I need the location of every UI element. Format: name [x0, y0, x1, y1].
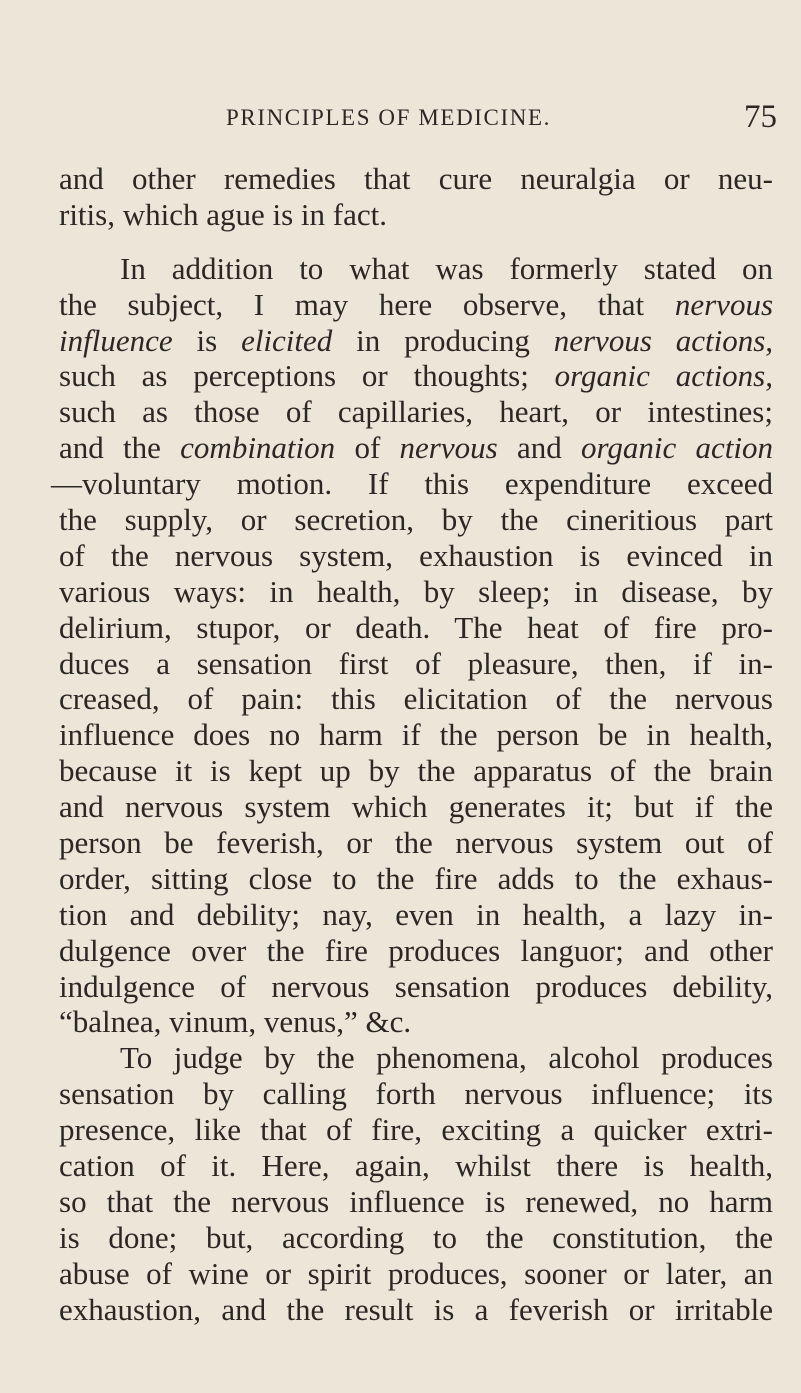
text-line: To judge by the phenomena, alcohol produces — [120, 1040, 773, 1076]
italic-run: influence — [59, 322, 173, 358]
text-line: In addition to what was formerly stated on — [120, 250, 773, 286]
text-line: “balnea, vinum, venus,” &c. — [59, 1004, 412, 1040]
text-run: in producing — [356, 322, 530, 358]
text-line: of the nervous system, exhaustion is evinced in — [59, 537, 773, 573]
italic-run: nervous actions, — [553, 322, 774, 358]
text-line: cation of it. Here, again, whilst there is health, — [59, 1148, 773, 1184]
text-line — [59, 358, 773, 394]
text-line: because it is kept up by the apparatus of the brain — [59, 753, 773, 789]
text-run: and — [516, 430, 562, 466]
text-line: presence, like that of fire, exciting a quicker extri- — [59, 1112, 773, 1148]
running-title: PRINCIPLES OF MEDICINE. — [226, 105, 551, 130]
text-line: order, sitting close to the fire adds to the exhaus- — [59, 860, 773, 896]
italic-run: nervous — [674, 286, 774, 322]
text-run: is — [196, 322, 218, 358]
page-number: 75 — [744, 99, 777, 135]
body-text — [51, 161, 774, 1328]
text-line: sensation by calling forth nervous influence; its — [59, 1076, 773, 1112]
text-line: influence does no harm if the person be in health, — [59, 717, 773, 753]
text-line: such as those of capillaries, heart, or intestines; — [59, 394, 773, 430]
text-line: duces a sensation first of pleasure, then, if in- — [59, 645, 773, 681]
text-run: such as perceptions or thoughts; — [59, 358, 529, 394]
text-line — [59, 430, 773, 466]
running-head — [0, 99, 801, 137]
text-line: abuse of wine or spirit produces, sooner or later, an — [59, 1255, 773, 1291]
italic-run: organic action — [580, 430, 774, 466]
italic-run: combination — [180, 430, 336, 466]
text-line — [59, 323, 773, 359]
text-line — [59, 287, 773, 323]
italic-run: nervous — [399, 430, 498, 466]
text-line: —voluntary motion. If this expenditure exceed — [51, 466, 773, 502]
text-run: and the — [59, 430, 161, 466]
text-line: delirium, stupor, or death. The heat of fire pro- — [59, 609, 773, 645]
text-line: ritis, which ague is in fact. — [59, 196, 387, 232]
text-line: the supply, or secretion, by the cineritious part — [59, 502, 773, 538]
text-line: creased, of pain: this elicitation of the nervous — [59, 681, 773, 717]
text-line: tion and debility; nay, even in health, a lazy in- — [59, 896, 773, 932]
text-line: and nervous system which generates it; but if the — [59, 789, 773, 825]
text-line: and other remedies that cure neuralgia or neu- — [59, 161, 773, 196]
text-line: is done; but, according to the constitution, the — [59, 1219, 773, 1255]
text-line: various ways: in health, by sleep; in disease, by — [59, 573, 773, 609]
text-line: dulgence over the fire produces languor; and other — [59, 932, 773, 968]
text-run: of — [354, 430, 381, 466]
italic-run: organic actions, — [554, 358, 773, 394]
text-run: the subject, I may here observe, that — [59, 286, 645, 322]
text-line: person be feverish, or the nervous system out of — [59, 825, 773, 861]
italic-run: elicited — [241, 322, 333, 358]
text-line: so that the nervous influence is renewed, no harm — [59, 1183, 773, 1219]
text-line: indulgence of nervous sensation produces debility, — [59, 968, 773, 1004]
text-line: exhaustion, and the result is a feverish or irritable — [59, 1291, 773, 1327]
